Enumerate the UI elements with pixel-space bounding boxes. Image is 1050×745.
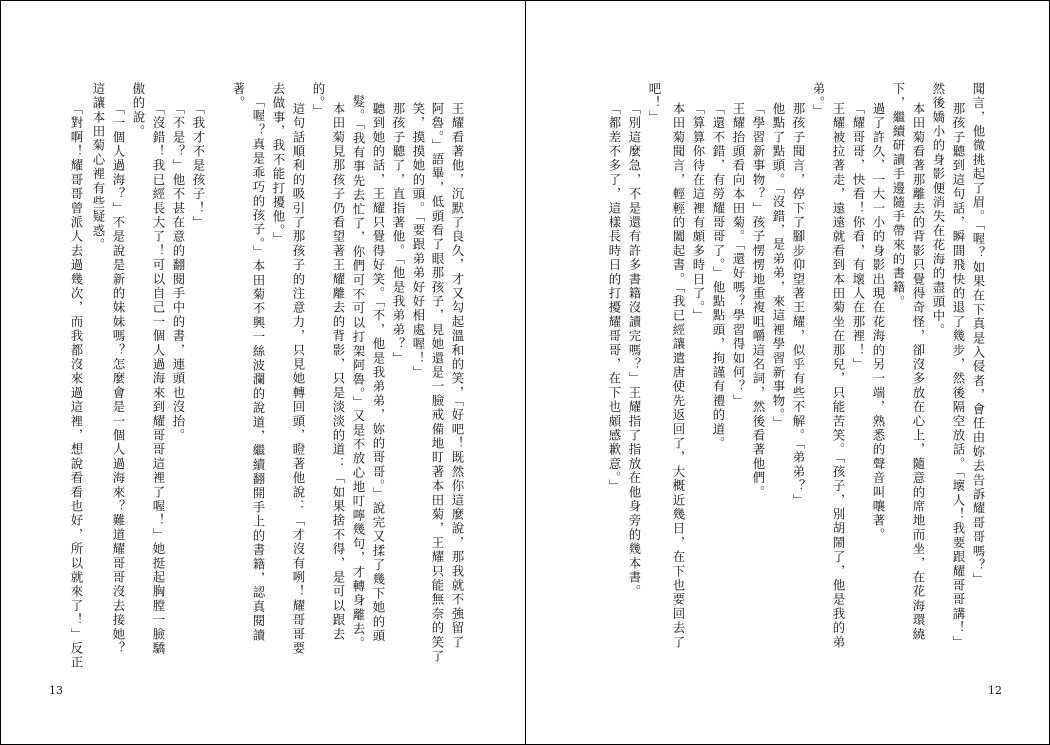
text-column: 下，繼續研讀手邊隨手帶來的書籍。 [891, 82, 906, 310]
text-column: 吧！」 [647, 82, 662, 125]
text-column: 那孩子聞言，停下了腳步仰望著王耀，似乎有些不解。「弟弟？」 [791, 102, 806, 508]
text-column: 傲的說。 [131, 82, 146, 139]
text-column: 「我才不是孩子！」 [191, 102, 206, 230]
text-column: 著。 [231, 82, 246, 111]
text-column: 那孩子聽了，直指著他。「他是我弟弟？」 [391, 102, 406, 366]
text-column: 他點了點頭。「沒錯，是弟弟，來這裡學習新事物。」 [771, 102, 786, 431]
text-column: 「別這麼急，不是還有許多書籍沒讀完嗎？」王耀指了指放在他身旁的幾本書。 [627, 102, 642, 599]
text-column: 髮。「我有事先去忙了，你們可不可以打架阿魯。」又是不放心地叮嚀幾句，才轉身離去。 [351, 95, 366, 651]
text-column: 「沒錯！我已經長大了！可以自己一個人過海來到耀哥哥這裡了喔！」她挺起胸膛一臉驕 [151, 102, 166, 656]
text-column: 王耀被拉著走，遠遠就看到本田菊坐在那兒，只能苦笑。「孩子，別胡鬧了，他是我的弟 [831, 102, 846, 650]
text-column: 「對啊！耀哥哥曾派人去過幾次，而我都沒來過這裡，想說看看也好，所以就來了！」反正 [69, 102, 84, 670]
text-column: 「都差不多了，這樣長時日的打擾耀哥哥，在下也頗感歉意。」 [607, 102, 622, 494]
text-column: 阿魯。」語畢，低頭看了眼那孩子，見她還是一臉戒備地盯著本田菊，王耀只能無奈的笑了 [430, 102, 445, 664]
text-column: 這讓本田菊心裡有些疑惑。 [91, 82, 106, 253]
text-column: 王耀抬頭看向本田菊。「還好嗎？學習得如何？」 [731, 102, 746, 409]
text-column: 然後嬌小的身影便消失在花海的盡頭中。 [931, 82, 946, 338]
text-column: 「不是？」他不甚在意的翻閱手中的書，連頭也沒抬。 [171, 102, 186, 443]
text-column: 「學習新事物？」孩子愣愣地重複咀嚼這名詞，然後看著他們。 [751, 102, 766, 500]
text-column: 「還不錯，有勞耀哥哥了。」他點點頭，拘謹有禮的道。 [711, 102, 726, 451]
text-column: 「一個人過海？」不是說是新的妹妹嗎？怎麼會是一個人過海來？難道耀哥哥沒去接她？ [111, 102, 126, 656]
text-column: 王耀看著他，沉默了良久，才又勾起溫和的笑，「好吧！既然你這麼說，那我就不強留了 [450, 102, 465, 650]
text-column: 這句話順利的吸引了那孩子的注意力，只見她轉回頭，瞪著他說：「才沒有咧！耀哥哥要 [291, 102, 306, 656]
page-number: 12 [988, 684, 1002, 697]
text-column: 那孩子聽到這句話，瞬間飛快的退了幾步，然後隔空放話。「壞人！我要跟耀哥哥講！」 [951, 102, 966, 650]
text-column: 的。」 [311, 82, 326, 119]
page-number: 13 [49, 684, 63, 697]
text-column: 「喔？真是乖巧的孩子。」本田菊不興一絲波瀾的說道，繼續翻開手上的書籍，認真閱讀 [251, 95, 266, 643]
right-page [526, 0, 1050, 745]
text-column: 聞言，他微挑起了眉。「喔？如果在下真是入侵者，會任由妳去告訴耀哥哥嗎？」 [971, 82, 986, 587]
text-column: 去做事，我不能打擾他。」 [271, 82, 286, 247]
text-column: 笑，摸摸她的頭。「要跟弟弟好好相處喔！」 [411, 102, 426, 380]
text-column: 本田菊見那孩子仍看望著王耀離去的背影，只是淡淡的道：「如果捨不得，是可以跟去 [331, 102, 346, 642]
text-column: 本田菊看著那離去的背影只覺得奇怪，卻沒多放在心上，隨意的席地而坐，在花海環繞 [911, 102, 926, 642]
text-column: 弟。」 [811, 82, 826, 119]
text-column: 「算算你待在這裡有頗多時日了。」 [691, 102, 706, 323]
text-column: 過了許久，一大一小的身影出現在花海的另一端，熟悉的聲音叫嚷著。 [871, 102, 886, 543]
text-column: 「耀哥哥，快看！你看，有壞人在那裡！」 [851, 102, 866, 372]
text-column: 聽到她的話，王耀只覺得好笑。「不，他是我弟弟，妳的哥哥。」說完又揉了幾下她的頭 [371, 102, 386, 644]
text-column: 本田菊聞言，輕輕的闔起書。「我已經讓遣唐使先返回了，大概近幾日，在下也要回去了 [671, 102, 686, 650]
